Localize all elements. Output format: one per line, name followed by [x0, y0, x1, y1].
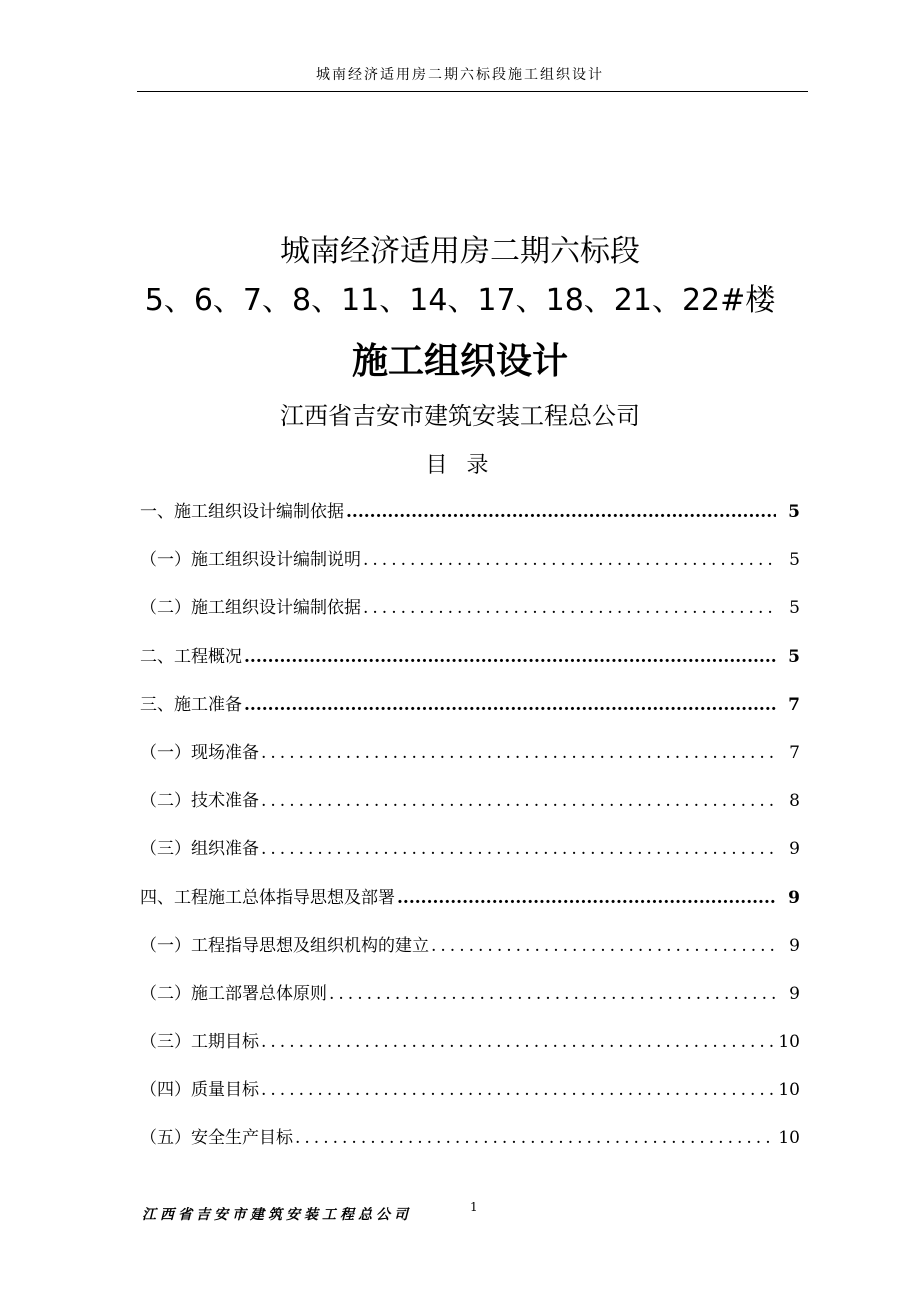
- toc-entry[interactable]: [140, 545, 800, 593]
- toc-leader-dots: [363, 593, 776, 623]
- toc-entry-label: （三）工期目标: [140, 1032, 259, 1053]
- toc-entry-label: （一）现场准备: [140, 742, 259, 763]
- toc-entry-page: 5: [789, 598, 800, 619]
- running-header: 城南经济适用房二期六标段施工组织设计: [316, 67, 604, 83]
- toc-leader-dots: [261, 834, 776, 864]
- toc-entry[interactable]: [140, 593, 800, 641]
- toc-leader-dots: [244, 690, 776, 720]
- toc-entry-label: （二）施工部署总体原则: [140, 983, 327, 1004]
- toc-leader-dots: [295, 1123, 776, 1153]
- toc-entry-page: 10: [778, 1128, 800, 1149]
- toc-leader-dots: [244, 642, 776, 672]
- footer-company: 江西省吉安市建筑安装工程总公司: [142, 1207, 412, 1223]
- project-name: 城南经济适用房二期六标段: [280, 234, 640, 269]
- toc-entry[interactable]: [140, 979, 800, 1027]
- toc-leader-dots: [261, 786, 776, 816]
- toc-entry-label: （五）安全生产目标: [140, 1128, 293, 1149]
- toc-entry-page: 8: [789, 791, 800, 812]
- toc-entry-page: 5: [789, 550, 800, 571]
- toc-entry[interactable]: [140, 834, 800, 882]
- toc-leader-dots: [346, 497, 776, 527]
- toc-entry[interactable]: [140, 1027, 800, 1075]
- toc-heading: 目 录: [425, 453, 495, 478]
- toc-entry[interactable]: [140, 931, 800, 979]
- toc-entry[interactable]: [140, 738, 800, 786]
- building-list: 5、6、7、8、11、14、17、18、21、22#楼: [144, 283, 776, 318]
- document-title: 施工组织设计: [351, 341, 568, 382]
- toc-entry[interactable]: [140, 786, 800, 834]
- toc-entry-page: 10: [778, 1080, 800, 1101]
- header-rule: [137, 91, 808, 92]
- toc-entry[interactable]: [140, 690, 800, 738]
- toc-entry-label: （一）工程指导思想及组织机构的建立: [140, 935, 429, 956]
- table-of-contents: [140, 497, 800, 1172]
- toc-entry-label: （四）质量目标: [140, 1080, 259, 1101]
- toc-entry-page: 7: [788, 694, 800, 715]
- toc-entry[interactable]: [140, 883, 800, 931]
- toc-entry-page: 5: [788, 502, 800, 522]
- toc-entry-label: （一）施工组织设计编制说明: [140, 550, 361, 571]
- toc-entry-page: 10: [778, 1032, 800, 1053]
- toc-entry-page: 5: [788, 646, 800, 667]
- toc-entry[interactable]: [140, 1075, 800, 1123]
- toc-entry-label: （二）技术准备: [140, 791, 259, 812]
- page-number: 1: [470, 1200, 478, 1214]
- toc-entry-label: （二）施工组织设计编制依据: [140, 598, 361, 619]
- toc-leader-dots: [397, 883, 776, 913]
- toc-entry-label: （三）组织准备: [140, 839, 259, 860]
- toc-leader-dots: [261, 1027, 776, 1057]
- toc-entry[interactable]: [140, 1123, 800, 1171]
- toc-leader-dots: [329, 979, 776, 1009]
- toc-entry-page: 9: [788, 887, 800, 908]
- toc-leader-dots: [261, 738, 776, 768]
- toc-entry-page: 9: [789, 983, 800, 1004]
- toc-entry[interactable]: [140, 497, 800, 545]
- toc-entry-label: 二、工程概况: [140, 646, 242, 667]
- toc-leader-dots: [261, 1075, 776, 1105]
- company-name: 江西省吉安市建筑安装工程总公司: [280, 402, 640, 430]
- toc-entry-label: 四、工程施工总体指导思想及部署: [140, 887, 395, 908]
- toc-leader-dots: [431, 931, 776, 961]
- toc-entry-page: 9: [789, 935, 800, 956]
- toc-entry[interactable]: [140, 642, 800, 690]
- toc-entry-label: 三、施工准备: [140, 694, 242, 715]
- toc-entry-page: 7: [789, 742, 800, 763]
- toc-leader-dots: [363, 545, 776, 575]
- toc-entry-label: 一、施工组织设计编制依据: [140, 502, 344, 522]
- toc-entry-page: 9: [789, 839, 800, 860]
